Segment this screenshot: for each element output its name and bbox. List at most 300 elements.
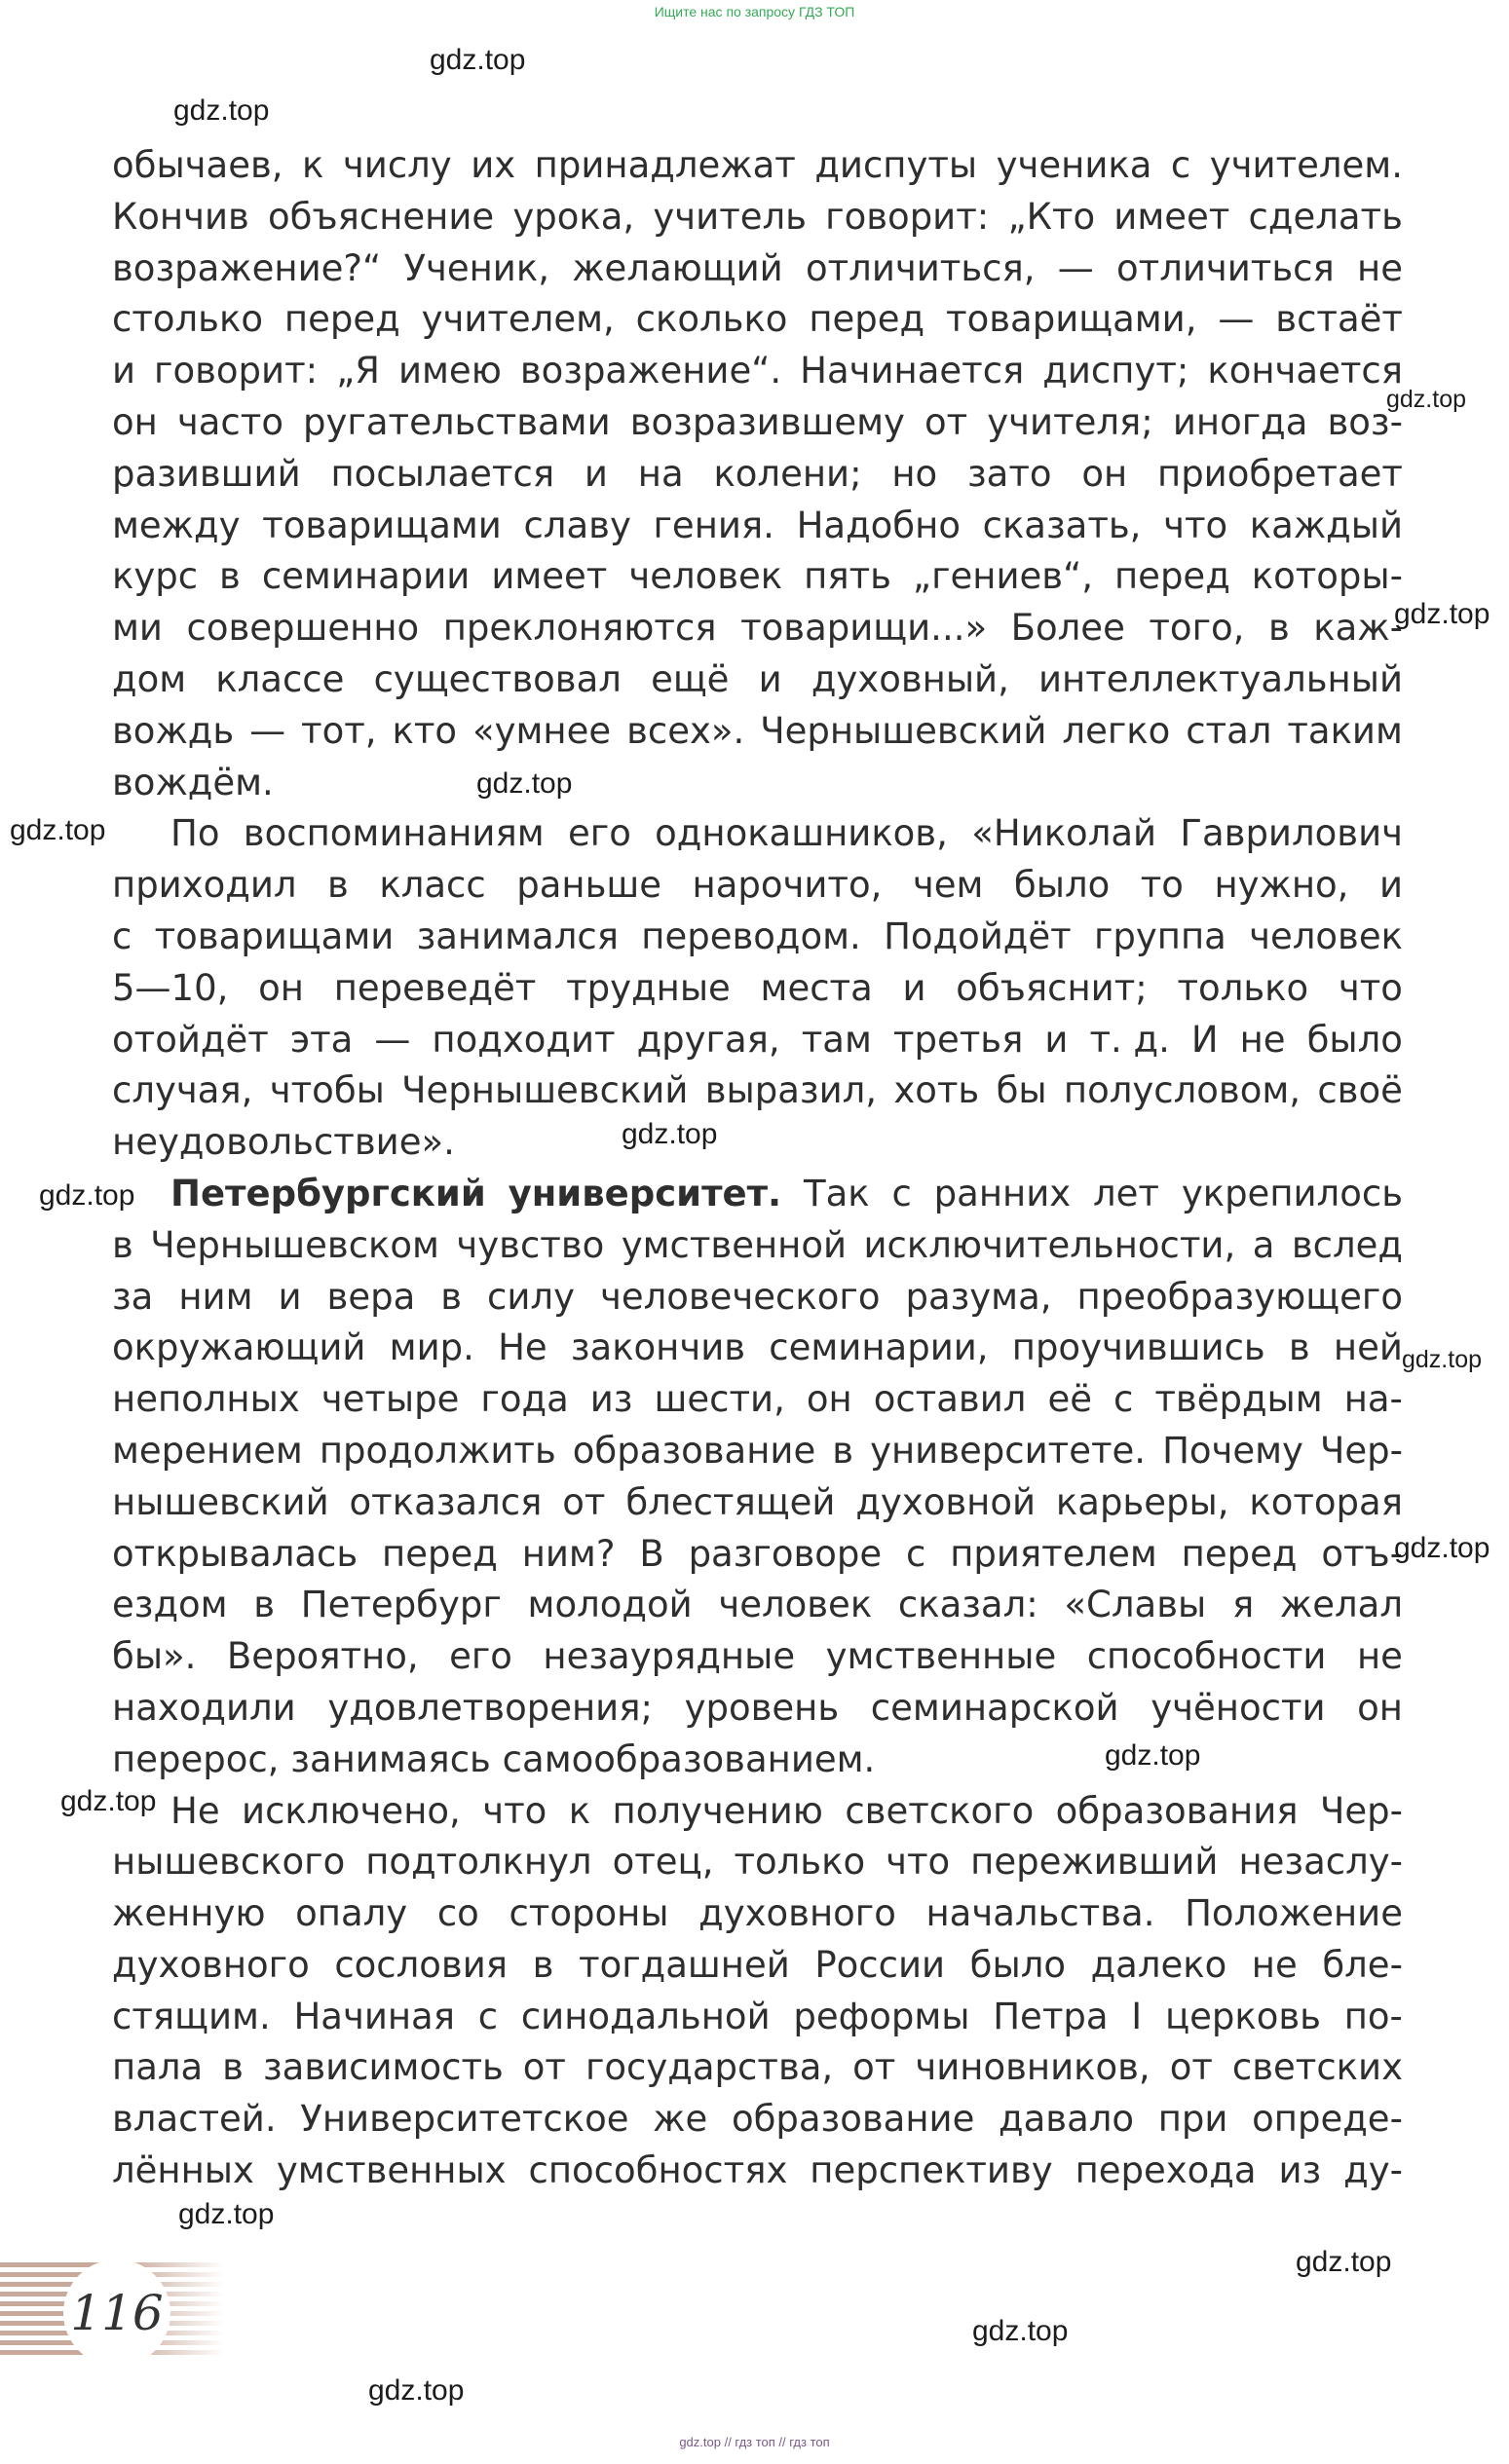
word: объяснит; [956,966,1148,1009]
word: его [567,812,631,855]
word: что [1338,966,1403,1009]
word: пять [804,555,891,598]
word: Начинается [800,350,1025,392]
word: Вероятно, [226,1635,419,1678]
word: подтолкнул [365,1841,592,1884]
word: твёрдым [1154,1378,1323,1421]
word: не [1357,246,1403,289]
word: способностях [528,2149,788,2192]
word: объяснение [268,195,495,238]
word: церковь [1164,1995,1321,2037]
word: удовлетворения; [327,1686,653,1729]
word: ней [1333,1326,1403,1369]
word: давало [999,2098,1135,2141]
text-line [112,2146,1403,2197]
word: переведёт [333,966,537,1009]
text-line [112,501,1403,552]
text-line [112,912,1403,963]
word: стящим. [112,1995,271,2037]
watermark: gdz.top [1105,1739,1201,1772]
word: только [1177,966,1309,1009]
word: стороны [509,1892,669,1935]
word: зависимость [262,2046,504,2089]
text-line [112,1374,1403,1426]
word: выразил, [704,1069,878,1112]
word: в [832,1429,854,1472]
text-line [112,346,1403,397]
word: что [886,1841,951,1884]
word: образование [731,2098,975,2141]
word: от [562,1480,606,1523]
word: из [1278,2149,1322,2192]
word: в [1267,607,1290,650]
word: перед [1113,555,1230,598]
word: по- [1343,1995,1403,2037]
word: подходит [432,1018,616,1061]
word: — [249,709,286,752]
word: было [969,1943,1066,1986]
text-line [112,1683,1403,1735]
word: приобретает [1157,452,1403,495]
word: её [1047,1378,1092,1421]
watermark: gdz.top [622,1118,718,1150]
word: В [639,1532,664,1575]
word: там [801,1018,872,1061]
word: и [902,966,926,1009]
word: ещё [651,657,730,700]
word: возражение?“ [112,246,382,289]
word: не [1251,1943,1298,1986]
word: он [806,1378,852,1421]
word: Подойдёт [884,915,1072,957]
word: его [449,1635,512,1678]
watermark: gdz.top [1402,1346,1483,1373]
word: говорит: [154,350,319,392]
word: ездом [112,1584,228,1626]
word: а [1252,1223,1275,1266]
word: духовного [112,1943,310,1986]
word: уровень [684,1686,840,1729]
word: года [480,1378,569,1421]
text-line [112,1580,1403,1631]
watermark: gdz.top [1394,598,1490,630]
word: Ученик, [403,246,549,289]
word: товарищами [262,504,502,546]
page-number: 116 [63,2259,170,2367]
word: университет. [508,1172,782,1214]
word: разума, [905,1275,1052,1318]
word: из [589,1378,633,1421]
word: столько [112,298,263,341]
text-line [112,243,1403,295]
word: вождём. [112,761,274,803]
word: с [1170,144,1191,186]
word: от [1169,2046,1213,2089]
word: оставил [873,1378,1027,1421]
watermark: gdz.top [178,2198,275,2230]
text-line [112,603,1403,654]
word: стал [1186,709,1272,752]
word: к [568,1789,591,1832]
word: желал [1279,1584,1403,1626]
word: Не [498,1326,547,1369]
word: проучившись [1011,1326,1265,1369]
word: другая, [636,1018,780,1061]
text-line [112,1426,1403,1477]
word: славу [523,504,631,546]
word: — [1218,298,1255,341]
text-line [112,860,1403,912]
word: в [112,1223,133,1266]
word: не [1239,1018,1286,1061]
word: с [906,1532,926,1575]
text-line [112,1065,1403,1117]
text-line [112,1631,1403,1683]
text-line [112,192,1403,243]
text-line [112,1735,1403,1786]
word: между [112,504,241,546]
word: учителя; [987,400,1153,443]
word: Петербург [300,1584,502,1626]
text-line [112,551,1403,603]
text-line [112,963,1403,1015]
word: ругательствами [303,400,611,443]
word: России [814,1943,946,1986]
word: что [482,1789,547,1832]
word: разговоре [688,1532,883,1575]
word: и [112,350,136,392]
word: приходил [112,864,297,907]
word: перед [1181,1532,1298,1575]
word: далеко [1090,1943,1227,1986]
word: тогдашней [579,1943,790,1986]
word: умственной [621,1223,848,1266]
text-line [112,294,1403,346]
word: числу [342,144,452,186]
word: образования [1055,1789,1299,1832]
text-line [112,1220,1403,1272]
word: с [477,1995,499,2037]
word: перед [283,298,400,341]
word: светского [845,1789,1035,1832]
word: желающий [572,246,783,289]
word: духовного [698,1892,896,1935]
word: Надобно [796,504,961,546]
word: — [374,1018,411,1061]
watermark: gdz.top [10,814,106,846]
word: чувство [456,1223,605,1266]
word: принадлежат [534,144,796,186]
word: перед [809,298,925,341]
top-banner: Ищите нас по запросу ГДЗ ТОП [654,4,855,19]
word: человеческого [599,1275,881,1318]
word: класс [379,864,486,907]
watermark: gdz.top [39,1179,135,1212]
word: „гениев“, [912,555,1094,598]
word: сказать, [982,504,1142,546]
word: воз- [1327,400,1403,443]
word: со [436,1892,479,1935]
word: места [760,966,873,1009]
word: же [653,2098,708,2141]
word: отъ- [1321,1532,1403,1575]
word: от [522,2046,566,2089]
word: семинарии, [769,1326,989,1369]
word: Более [1010,607,1125,650]
text-line [112,1837,1403,1888]
word: светских [1231,2046,1403,2089]
word: незаурядные [543,1635,796,1678]
word: и [1378,864,1403,907]
word: «Николай [971,812,1157,855]
word: перерос, [112,1737,280,1780]
word: Петра [993,1995,1109,2037]
word: опреде- [1252,2098,1403,2141]
watermark: gdz.top [60,1785,157,1817]
word: разивший [112,452,301,495]
word: воспоминаниям [243,812,545,855]
word: учёности [1151,1686,1326,1729]
word: того, [1149,607,1245,650]
word: и [758,657,782,700]
word: И [1190,1018,1219,1061]
word: с [112,915,132,957]
word: перехода [1075,2149,1257,2192]
word: умственные [825,1635,1057,1678]
word: диспуты [814,144,978,186]
word: отличиться, [805,246,1036,289]
word: приятелем [950,1532,1157,1575]
word: человек [1249,915,1403,957]
text-line [112,1169,1403,1220]
text-line [112,1992,1403,2043]
word: перспективу [810,2149,1053,2192]
word: нышевского [112,1841,346,1884]
word: эта [289,1018,354,1061]
watermark: gdz.top [1394,1532,1490,1564]
word: возражение“. [519,350,782,392]
word: трудные [566,966,731,1009]
word: университете. [870,1429,1147,1472]
word: „Я [336,350,380,392]
watermark: gdz.top [972,2315,1069,2347]
word: только [734,1841,866,1884]
word: пала [112,2046,204,2089]
word: каждый [1249,504,1403,546]
word: Гаврилович [1180,812,1403,855]
word: учитель [653,195,807,238]
word: имеет [1113,195,1230,238]
word: он [112,400,158,443]
word: нарочито, [692,864,883,907]
word: от [924,400,968,443]
word: их [471,144,516,186]
word: находили [112,1686,296,1729]
word: таким [1287,709,1403,752]
word: силу [487,1275,575,1318]
word: он [1357,1686,1403,1729]
word: отличиться [1116,246,1335,289]
word: ранних [933,1172,1072,1214]
word: способности [1086,1635,1327,1678]
word: «Славы [1064,1584,1207,1626]
word: I [1131,1995,1143,2037]
word: кто [392,709,458,752]
word: я [1231,1584,1255,1626]
word: в [327,864,349,907]
word: чем [912,864,984,907]
watermark: gdz.top [430,44,526,76]
word: Петербургский [170,1172,486,1214]
word: урока, [512,195,635,238]
word: было [1306,1018,1403,1061]
word: реформы [793,1995,970,2037]
word: ми [112,607,163,650]
word: при [1157,2098,1228,2141]
word: чтобы [269,1069,385,1112]
word: случая, [112,1069,253,1112]
word: интеллектуальный [1038,657,1403,700]
bottom-banner: gdz.top // гдз топ // гдз топ [679,2435,830,2449]
word: блестящей [625,1480,836,1523]
word: от [852,2046,896,2089]
word: легко [1062,709,1171,752]
word: в [222,2046,244,2089]
word: Почему [1162,1429,1303,1472]
text-line [112,808,1403,860]
word: в [532,1943,554,1986]
word: опалу [295,1892,408,1935]
word: вера [326,1275,416,1318]
word: хоть [893,1069,980,1112]
word: исключительности, [863,1223,1236,1266]
word: за [112,1275,154,1318]
word: товарищами, [946,298,1197,341]
word: встаёт [1275,298,1403,341]
word: с [1113,1378,1134,1421]
word: Начиная [293,1995,455,2037]
word: человек [718,1584,873,1626]
word: иногда [1172,400,1308,443]
word: курс [112,555,199,598]
text-line [112,1015,1403,1066]
word: к [302,144,324,186]
word: человек [628,555,783,598]
text-line [112,1323,1403,1374]
word: зато [967,452,1052,495]
text-line [112,1529,1403,1581]
word: женную [112,1892,266,1935]
word: посылается [330,452,555,495]
word: шести, [654,1378,785,1421]
word: отказался [349,1480,543,1523]
word: он [1081,452,1128,495]
word: бле- [1322,1943,1403,1986]
word: в [219,555,241,598]
word: мир. [389,1326,474,1369]
word: т. д. [1089,1018,1170,1061]
word: нужно, [1214,864,1349,907]
word: открывалась [112,1532,358,1575]
watermark: gdz.top [368,2374,465,2407]
word: духовный, [811,657,1009,700]
word: Чернышевский [760,709,1047,752]
word: лет [1093,1172,1159,1214]
word: семинарской [870,1686,1119,1729]
text-line [112,654,1403,706]
word: бы [996,1069,1047,1112]
word: третья [892,1018,1024,1061]
word: и [278,1275,302,1318]
word: — [1057,246,1094,289]
word: дом [112,657,187,700]
word: неудовольствие». [112,1121,455,1164]
word: умственных [276,2149,507,2192]
word: учителем, [421,298,615,341]
word: совершенно [186,607,420,650]
word: получению [612,1789,823,1832]
word: в [1288,1326,1310,1369]
word: молодой [527,1584,693,1626]
word: окружающий [112,1326,366,1369]
word: По [170,812,220,855]
word: Чер- [1319,1429,1403,1472]
word: Университетское [300,2098,629,2141]
word: полусловом, [1063,1069,1302,1112]
text-line [112,1117,1403,1169]
word: семинарии [261,555,471,598]
word: Не [170,1789,220,1832]
text-line [112,706,1403,758]
word: четыре [321,1378,460,1421]
word: тот, [301,709,377,752]
word: кончается [1207,350,1403,392]
word: переводом. [641,915,861,957]
word: и [584,452,608,495]
word: Чер- [1320,1789,1403,1832]
word: карьеры, [1055,1480,1229,1523]
word: преклоняются [442,607,717,650]
word: существовал [373,657,622,700]
text-line [112,2094,1403,2146]
word: Чернышевский [401,1069,689,1112]
word: что [1163,504,1228,546]
word: однокашников, [655,812,948,855]
word: лённых [112,2149,254,2192]
word: сделать [1248,195,1403,238]
text-line [112,1786,1403,1838]
word: 5—10, [112,966,229,1009]
word: Чернышевском [150,1223,439,1266]
word: вслед [1291,1223,1403,1266]
word: преобразующего [1076,1275,1403,1318]
word: говорит: [825,195,990,238]
watermark: gdz.top [1296,2246,1392,2278]
text-line [112,1477,1403,1529]
word: то [1140,864,1184,907]
word: всех». [626,709,745,752]
word: каж- [1313,607,1403,650]
word: товарищи...» [740,607,988,650]
watermark: gdz.top [173,94,270,127]
word: продолжить [319,1429,556,1472]
text-line [112,449,1403,501]
word: Так [803,1172,870,1214]
word: ним [178,1275,253,1318]
word: имею [397,350,502,392]
word: Положение [1185,1892,1403,1935]
word: раньше [516,864,661,907]
